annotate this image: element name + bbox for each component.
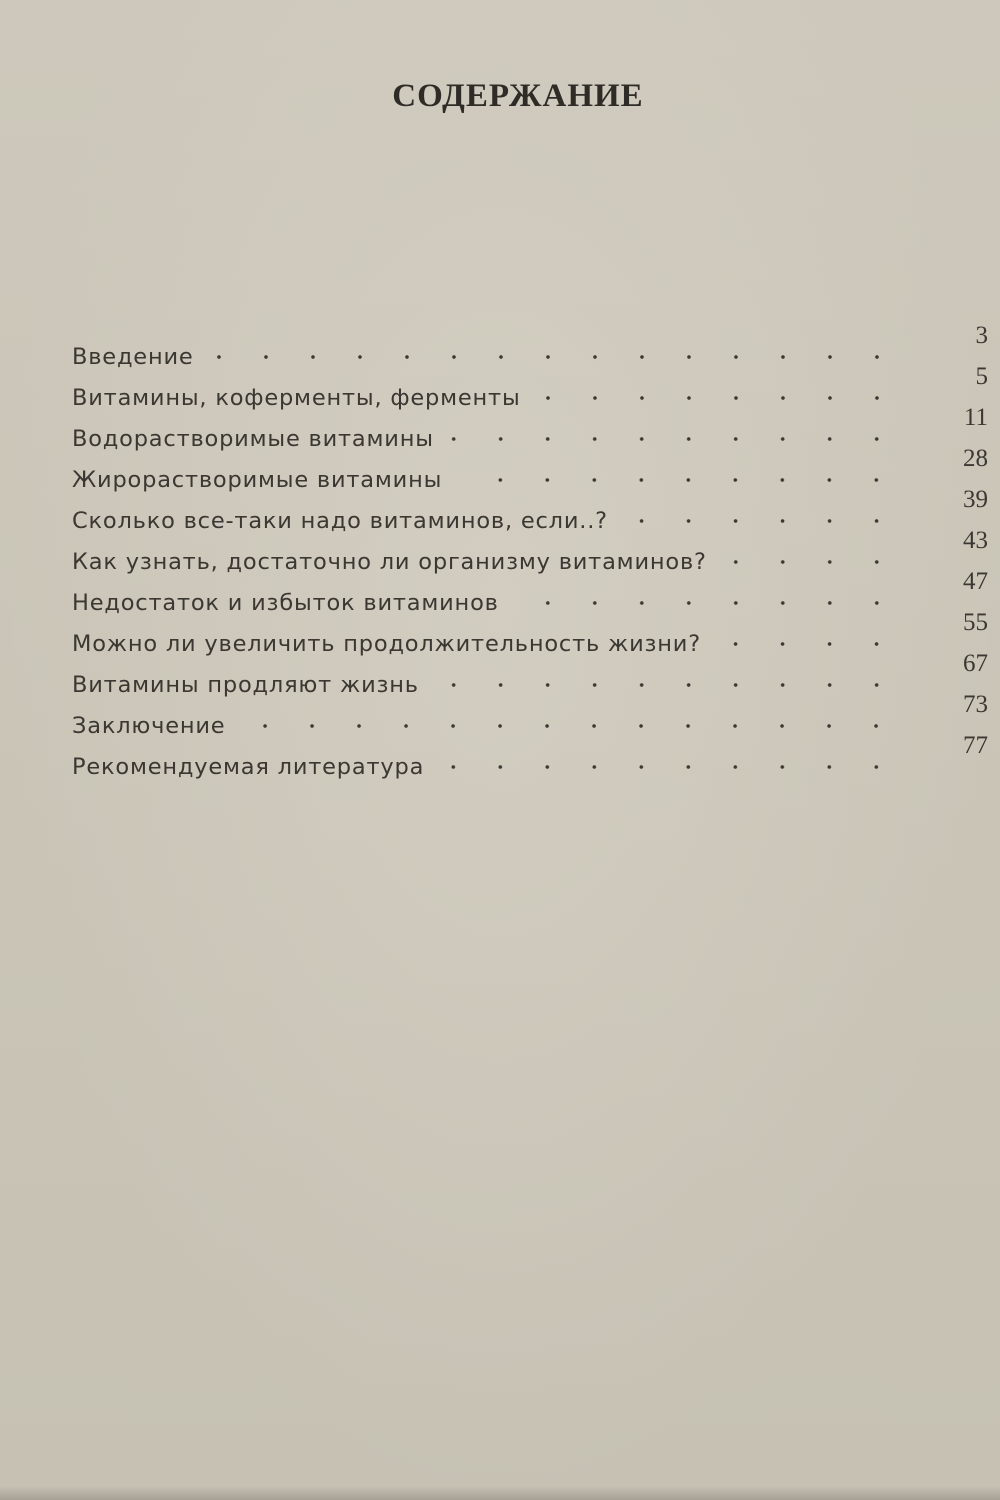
toc-entry-page: 67: [963, 650, 988, 677]
page-title: СОДЕРЖАНИЕ: [392, 78, 644, 114]
toc-entry-page: 43: [963, 527, 988, 554]
toc-entry-title: Можно ли увеличить продолжительность жизни?: [72, 631, 701, 657]
toc-entry-page: 5: [975, 363, 988, 390]
toc-entry-title: Жирорастворимые витамины: [72, 467, 443, 493]
dot-leader: [515, 601, 900, 605]
toc-entry-page: 3: [975, 322, 988, 349]
toc-entry-page: 77: [963, 732, 988, 759]
toc-entry-title: Заключение: [72, 713, 226, 739]
toc-entry: [72, 568, 988, 616]
toc-entry-title: Как узнать, достаточно ли организму витаминов?: [72, 549, 707, 575]
dot-leader: [723, 560, 900, 564]
dot-leader: [435, 683, 900, 687]
toc-entry: [72, 609, 988, 657]
toc-entry: [72, 486, 988, 534]
dot-leader: [440, 765, 900, 769]
toc-entry: [72, 363, 988, 411]
toc-entry: [72, 445, 988, 493]
toc-entry-page: 55: [963, 609, 988, 636]
toc-entry-page: 11: [963, 404, 988, 431]
toc-entry: [72, 404, 988, 452]
toc-entry-title: Введение: [72, 344, 194, 370]
toc-entry: [72, 691, 988, 739]
toc-entry-title: Витамины продляют жизнь: [72, 672, 419, 698]
toc-entry-page: 73: [963, 691, 988, 718]
toc-entry-title: Рекомендуемая литература: [72, 754, 425, 780]
toc-entry-page: 47: [963, 568, 988, 595]
dot-leader: [450, 437, 900, 441]
dot-leader: [458, 478, 900, 482]
toc-entry: [72, 527, 988, 575]
table-of-contents: [72, 322, 988, 780]
dot-leader: [241, 724, 900, 728]
dot-leader: [624, 519, 900, 523]
dot-leader: [537, 396, 900, 400]
dot-leader: [210, 355, 900, 359]
toc-entry-title: Витамины, коферменты, ферменты: [72, 385, 521, 411]
toc-entry-title: Водорастворимые витамины: [72, 426, 434, 452]
toc-entry-title: Сколько все-таки надо витаминов, если..?: [72, 508, 608, 534]
toc-entry: [72, 732, 988, 780]
toc-entry-page: 39: [963, 486, 988, 513]
toc-entry: [72, 650, 988, 698]
toc-entry-title: Недостаток и избыток витаминов: [72, 590, 499, 616]
toc-entry-page: 28: [963, 445, 988, 472]
toc-entry: [72, 322, 988, 370]
dot-leader: [717, 642, 900, 646]
page-bottom-edge: [0, 1486, 1000, 1500]
